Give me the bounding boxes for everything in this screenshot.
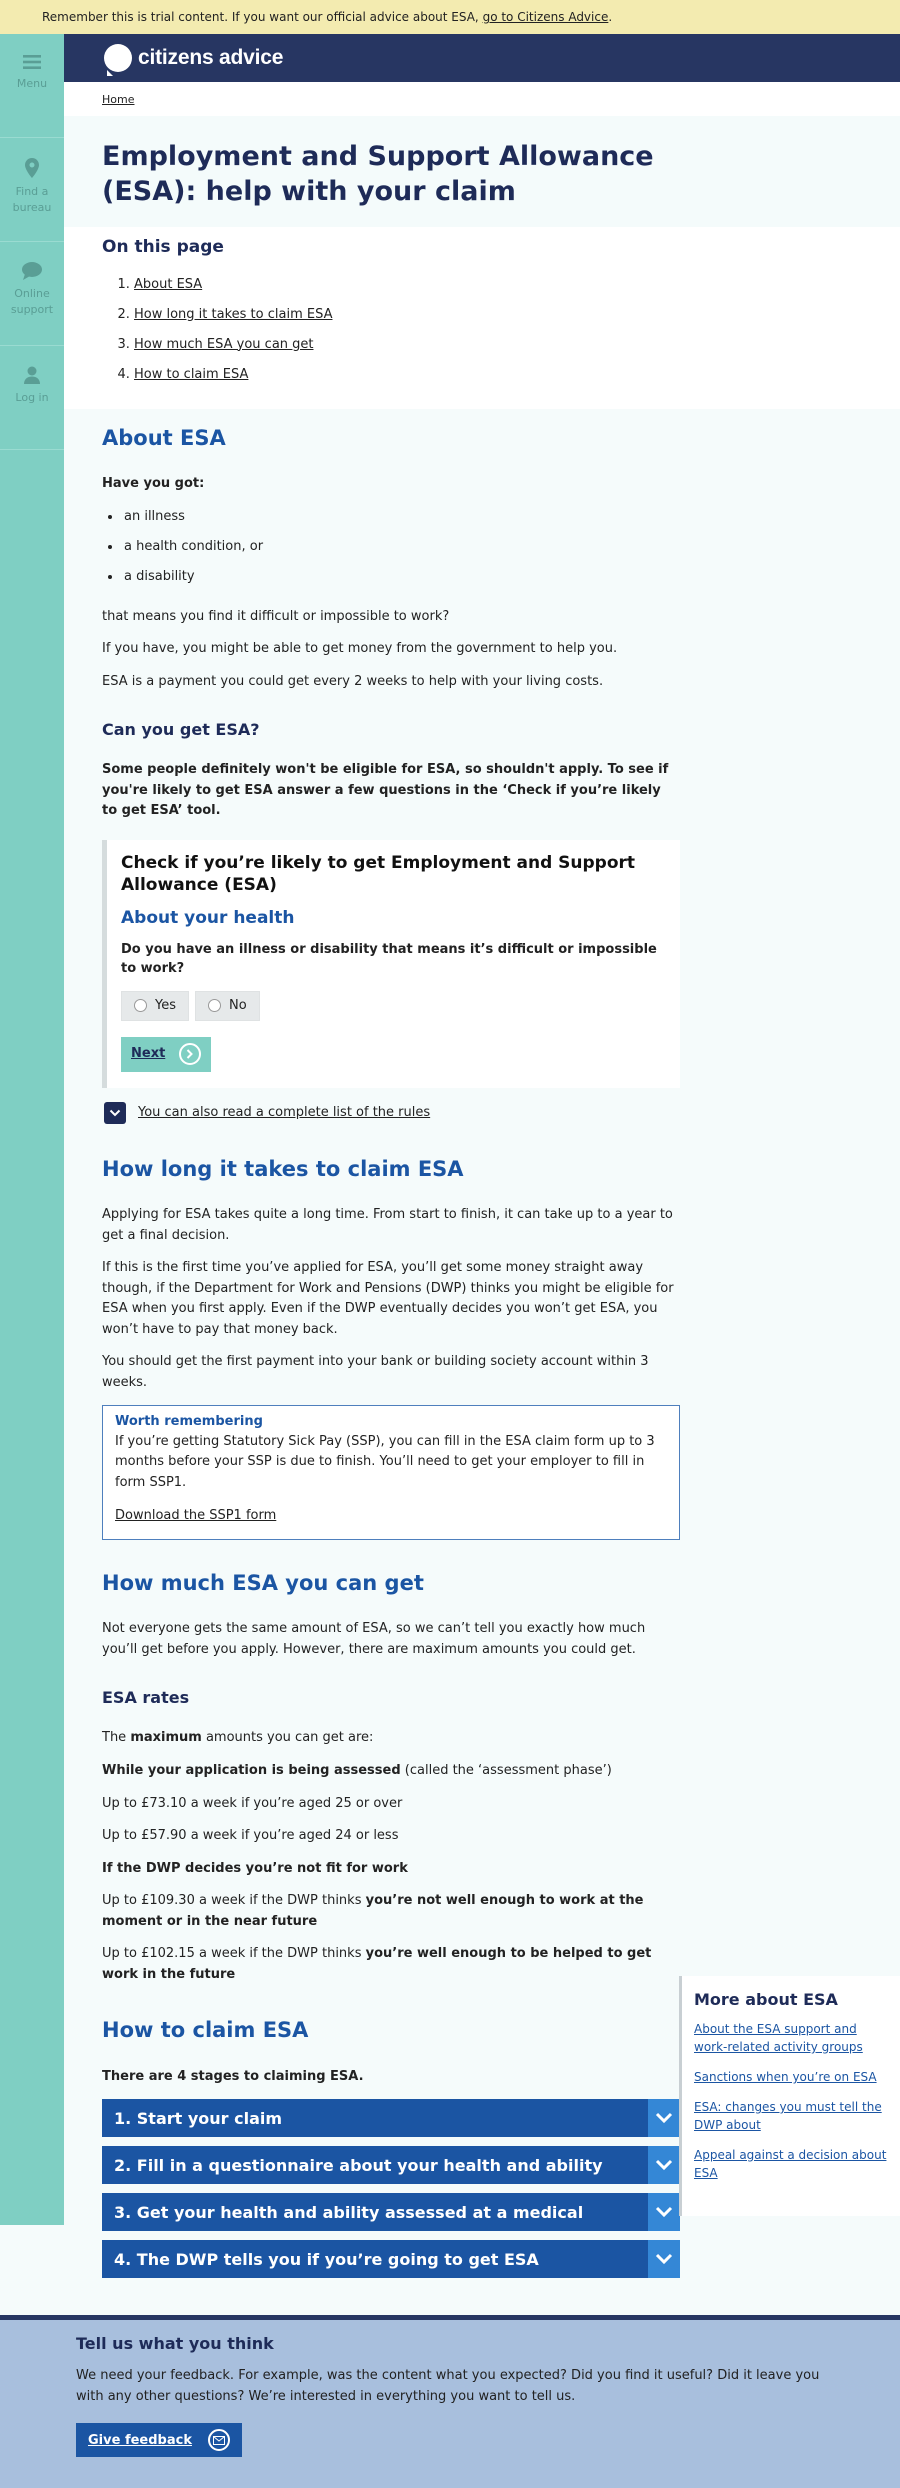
list-item: • a disability [122,567,680,597]
text-bold: While your application is being assessed [102,1762,401,1778]
stage-accordion[interactable] [102,2193,680,2231]
next-label[interactable]: Next [131,1046,166,1062]
callout-title: Worth remembering [115,1414,263,1430]
list-item: • an illness [122,507,680,537]
rate-line [102,1944,680,1985]
text-span: (called the ‘assessment phase’) [400,1762,612,1778]
stage-label[interactable]: 2. Fill in a questionnaire about your health and ability [114,2156,603,2176]
about-heading: About ESA [102,425,226,450]
rate-line: Up to £57.90 a week if you’re aged 24 or less [102,1828,399,1844]
next-button[interactable] [121,1037,211,1072]
more-about-esa [679,1976,900,2216]
rules-link[interactable]: You can also read a complete list of the rules [138,1104,431,1120]
callout-text: If you’re getting Statutory Sick Pay (SSP), you can fill in the ESA claim form up to 3 months before your SSP is due to finish. You’ll need to get your employer to fill in form SSP1. [115,1433,655,1490]
speech-bubble-logo-icon[interactable] [104,44,132,72]
how-much-paragraph: Not everyone gets the same amount of ESA, so we can’t tell you exactly how much you’ll get before you apply. However, there are maximum amounts you could get. [102,1621,646,1657]
aside-link[interactable]: Sanctions when you’re on ESA [694,2070,877,2084]
text-bold: maximum [130,1730,202,1746]
citizens-advice-link[interactable]: go to Citizens Advice [482,10,609,24]
no-label: No [229,997,247,1013]
envelope-icon [208,2429,230,2451]
on-this-page [64,227,900,409]
toc-link-how-much[interactable]: How much ESA you can get [134,336,314,352]
answer-options [121,991,666,1021]
site-logo[interactable]: citizens advice [138,46,284,70]
chevron-down-icon[interactable] [648,2099,680,2137]
sidebar-item-label: Find a bureau [12,185,52,214]
how-long-heading: How long it takes to claim ESA [102,1156,464,1181]
give-feedback-button[interactable] [76,2423,242,2457]
eligibility-checker [102,840,680,1088]
sidebar-item-log-in[interactable] [0,346,64,450]
rates-intro [102,1728,680,1749]
text-span: Up to £102.15 a week if the DWP thinks [102,1946,366,1962]
page [0,34,900,2315]
trial-banner [0,0,900,34]
how-long-paragraph: Applying for ESA takes quite a long time. From start to finish, it can take up to a year to get a final decision. [102,1207,673,1243]
sidebar-item-online-support[interactable] [0,242,64,346]
location-pin-icon [25,158,39,178]
how-long-paragraph: If this is the first time you’ve applied for ESA, you’ll get some money straight away though, if the Department for Work and Pensions (DWP) thinks you might be eligible for ESA when you first apply. Even if the DWP eventually decides you won’t get ESA, you won’t have to pay that money back. [102,1260,674,1337]
toc-heading: On this page [102,237,224,258]
feedback-heading: Tell us what you think [76,2334,274,2354]
text-bold: you’re not well enough to work at the moment or in the near future [102,1893,644,1929]
trial-end: . [608,10,613,24]
user-icon [24,366,40,384]
give-feedback-label[interactable]: Give feedback [88,2432,192,2448]
yes-label: Yes [155,997,176,1013]
text-span: The [102,1730,131,1746]
ssp1-download-link[interactable]: Download the SSP1 form [115,1508,277,1524]
how-much-heading: How much ESA you can get [102,1570,424,1595]
about-paragraph: that means you find it difficult or impossible to work? [102,608,450,624]
how-long-paragraph: You should get the first payment into your bank or building society account within 3 weeks. [102,1354,649,1390]
stage-accordion[interactable] [102,2146,680,2184]
checker-question: Do you have an illness or disability that means it’s difficult or impossible to work? [121,941,657,976]
aside-link[interactable]: About the ESA support and work-related activity groups [694,2022,863,2054]
aside-link[interactable]: ESA: changes you must tell the DWP about [694,2100,882,2132]
stage-label[interactable]: 4. The DWP tells you if you’re going to get ESA [114,2250,539,2270]
text-span: Up to £109.30 a week if the DWP thinks [102,1893,366,1909]
about-intro: Have you got: [102,476,205,492]
breadcrumb-home[interactable]: Home [102,93,135,106]
feedback-text: We need your feedback. For example, was the content what you expected? Did you find it useful? Did it leave you with any other questions? We’re interested in everything you want to tell us. [76,2368,820,2404]
about-paragraph: If you have, you might be able to get money from the government to help you. [102,641,618,657]
page-title: Employment and Support Allowance (ESA): help with your claim [102,141,654,207]
conditions-list [122,507,680,597]
arrow-right-icon [179,1043,201,1065]
toc-item [134,365,862,395]
toc-link-about[interactable]: About ESA [134,276,203,292]
how-to-claim-heading: How to claim ESA [102,2018,309,2043]
chevron-down-icon[interactable] [104,1102,126,1124]
stage-accordion[interactable] [102,2099,680,2137]
about-paragraph: ESA is a payment you could get every 2 weeks to help with your living costs. [102,673,604,689]
toc-item [134,275,862,305]
sidebar-item-label: Menu [16,77,48,90]
chat-icon [22,262,42,280]
stage-accordion[interactable] [102,2240,680,2278]
not-fit-heading: If the DWP decides you’re not fit for work [102,1860,408,1876]
assessment-phase [102,1761,680,1782]
rules-toggle[interactable] [104,1102,680,1124]
can-you-get-paragraph: Some people definitely won't be eligible for ESA, so shouldn't apply. To see if you're likely to get ESA answer a few questions in the ‘Check if you’re likely to get ESA’ tool. [102,762,669,819]
site-header [64,34,900,82]
toc-link-how-to-claim[interactable]: How to claim ESA [134,366,249,382]
can-you-get-heading: Can you get ESA? [102,720,260,740]
claim-intro: There are 4 stages to claiming ESA. [102,2068,364,2084]
feedback-footer [0,2315,900,2488]
list-item: • a health condition, or [122,537,680,567]
chevron-down-icon[interactable] [648,2240,680,2278]
no-radio[interactable] [195,991,260,1021]
trial-text: Remember this is trial content. If you want our official advice about ESA, [42,10,479,24]
checker-section: About your health [121,908,295,928]
radio-circle-icon[interactable] [208,999,221,1012]
toc-item [134,335,862,365]
yes-radio[interactable] [121,991,189,1021]
radio-circle-icon[interactable] [134,999,147,1012]
sidebar-item-label: Online support [10,287,54,316]
sidebar-item-find-a-bureau[interactable] [0,138,64,242]
sidebar-item-label: Log in [15,391,49,404]
stage-label[interactable]: 1. Start your claim [114,2109,283,2129]
title-band [64,116,900,227]
checker-title: Check if you’re likely to get Employment and Support Allowance (ESA) [121,852,636,895]
toc-list [134,275,862,395]
toc-item [134,305,862,335]
rates-heading: ESA rates [102,1688,190,1708]
article [64,409,680,2316]
toc-link-how-long[interactable]: How long it takes to claim ESA [134,306,333,322]
worth-remembering-box [102,1405,680,1540]
stage-label[interactable]: 3. Get your health and ability assessed at a medical [114,2203,584,2223]
menu-icon [23,54,41,70]
chevron-down-icon[interactable] [648,2146,680,2184]
text-span: amounts you can get are: [201,1730,374,1746]
breadcrumb [64,82,900,116]
sidebar-item-menu[interactable] [0,34,64,138]
sidebar [0,34,64,2225]
rate-line: Up to £73.10 a week if you’re aged 25 or over [102,1795,403,1811]
chevron-down-icon[interactable] [648,2193,680,2231]
rate-line [102,1891,680,1932]
aside-heading: More about ESA [694,1990,838,2009]
text-bold: you’re well enough to be helped to get work in the future [102,1946,652,1982]
aside-link[interactable]: Appeal against a decision about ESA [694,2148,887,2180]
